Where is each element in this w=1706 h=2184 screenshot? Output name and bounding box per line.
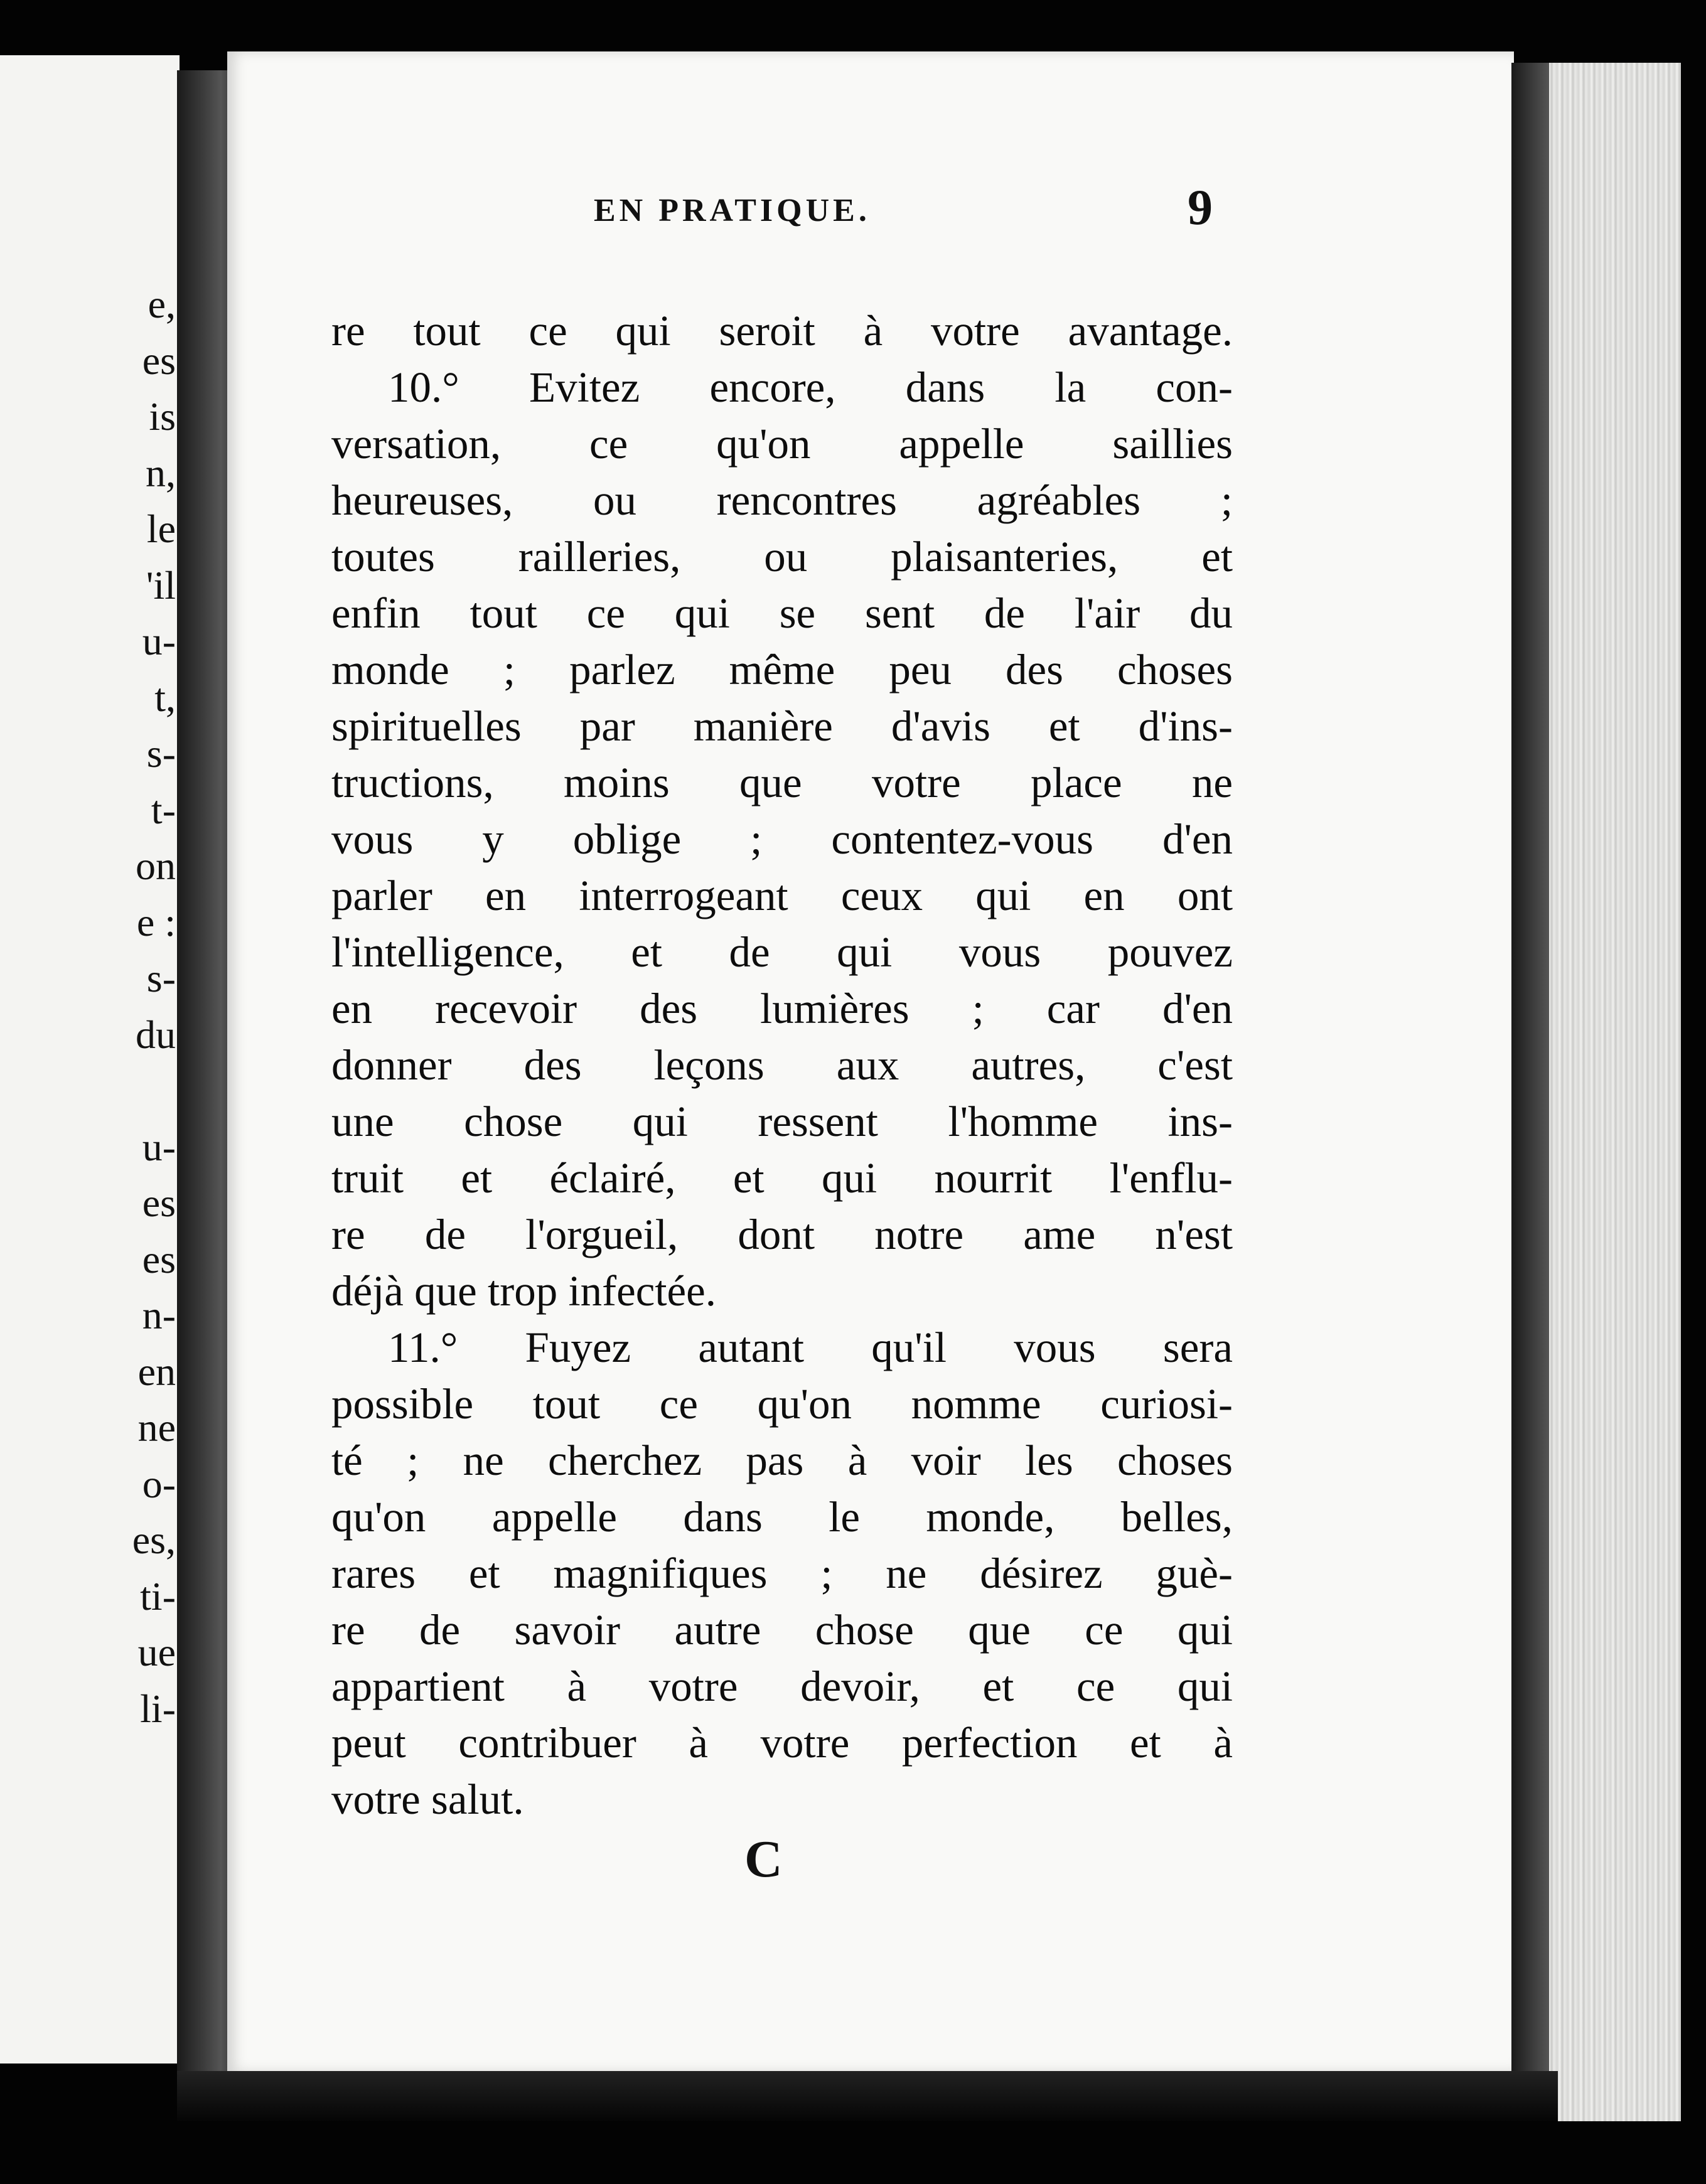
text-line: re tout ce qui seroit à votre avantage. — [331, 307, 1233, 355]
text-line: tructions, moins que votre place ne — [331, 759, 1233, 806]
text-line: déjà que trop infectée. — [331, 1267, 717, 1315]
left-text-fragment — [0, 1063, 176, 1119]
text-line: une chose qui ressent l'homme ins- — [331, 1098, 1233, 1145]
text-line: peut contribuer à votre perfection et à — [331, 1719, 1233, 1767]
left-text-fragment: es — [142, 338, 176, 383]
running-head: EN PRATIQUE. — [594, 193, 871, 228]
left-text-fragment: is — [149, 394, 176, 439]
left-text-fragment: t- — [151, 787, 176, 832]
page-number: 9 — [1188, 180, 1213, 235]
left-text-fragment: e, — [148, 282, 176, 326]
left-text-fragment: ue — [137, 1630, 176, 1674]
book-edge-shadow — [1511, 63, 1549, 2121]
body-text — [331, 302, 1233, 1828]
left-text-fragment: n, — [146, 450, 176, 495]
left-page-text-fragment — [0, 276, 176, 1737]
left-text-fragment: e : — [136, 899, 176, 945]
left-text-fragment: en — [137, 1349, 176, 1394]
left-text-fragment: es — [142, 1180, 176, 1225]
left-text-fragment: le — [146, 506, 176, 551]
text-line: monde ; parlez même peu des choses — [331, 646, 1233, 693]
left-text-fragment: n- — [142, 1293, 176, 1337]
signature-mark: C — [744, 1830, 783, 1888]
text-line: qu'on appelle dans le monde, belles, — [331, 1493, 1233, 1541]
text-line: parler en interrogeant ceux qui en ont — [331, 872, 1233, 919]
text-line: heureuses, ou rencontres agréables ; — [331, 476, 1233, 524]
text-line: spirituelles par manière d'avis et d'ins- — [331, 702, 1233, 750]
text-line: truit et éclairé, et qui nourrit l'enflu- — [331, 1154, 1233, 1202]
text-line: donner des leçons aux autres, c'est — [331, 1041, 1233, 1089]
text-line: en recevoir des lumières ; car d'en — [331, 985, 1233, 1032]
text-line: enfin tout ce qui se sent de l'air du — [331, 589, 1233, 637]
left-text-fragment: t, — [154, 675, 176, 720]
text-line: 11.° Fuyez autant qu'il vous sera — [388, 1324, 1233, 1371]
text-line: appartient à votre devoir, et ce qui — [331, 1662, 1233, 1710]
text-line: vous y oblige ; contentez-vous d'en — [331, 815, 1233, 863]
left-text-fragment: es, — [132, 1518, 176, 1562]
left-text-fragment: s- — [146, 731, 176, 776]
text-line: votre salut. — [331, 1775, 524, 1823]
left-text-fragment: es — [142, 1236, 176, 1282]
left-text-fragment: ne — [137, 1405, 176, 1450]
left-text-fragment: s- — [146, 956, 176, 1000]
bottom-shadow — [177, 2071, 1558, 2121]
text-line: rares et magnifiques ; ne désirez guè- — [331, 1550, 1233, 1597]
left-text-fragment: u- — [142, 1124, 176, 1169]
text-line: toutes railleries, ou plaisanteries, et — [331, 533, 1233, 581]
text-line: versation, ce qu'on appelle saillies — [331, 420, 1233, 468]
left-text-fragment: o- — [142, 1461, 176, 1506]
left-text-fragment: 'il — [146, 562, 176, 608]
text-line: 10.° Evitez encore, dans la con- — [388, 363, 1233, 411]
left-text-fragment: li- — [140, 1686, 176, 1731]
text-line: re de savoir autre chose que ce qui — [331, 1606, 1233, 1654]
text-line: re de l'orgueil, dont notre ame n'est — [331, 1211, 1233, 1258]
left-text-fragment: on — [136, 843, 176, 888]
text-line: té ; ne cherchez pas à voir les choses — [331, 1437, 1233, 1484]
text-line: l'intelligence, et de qui vous pouvez — [331, 928, 1233, 976]
text-line: possible tout ce qu'on nomme curiosi- — [331, 1380, 1233, 1428]
left-text-fragment: ti- — [140, 1573, 176, 1619]
left-page — [0, 55, 180, 2064]
left-text-fragment: u- — [142, 619, 176, 663]
left-text-fragment: du — [136, 1012, 176, 1057]
